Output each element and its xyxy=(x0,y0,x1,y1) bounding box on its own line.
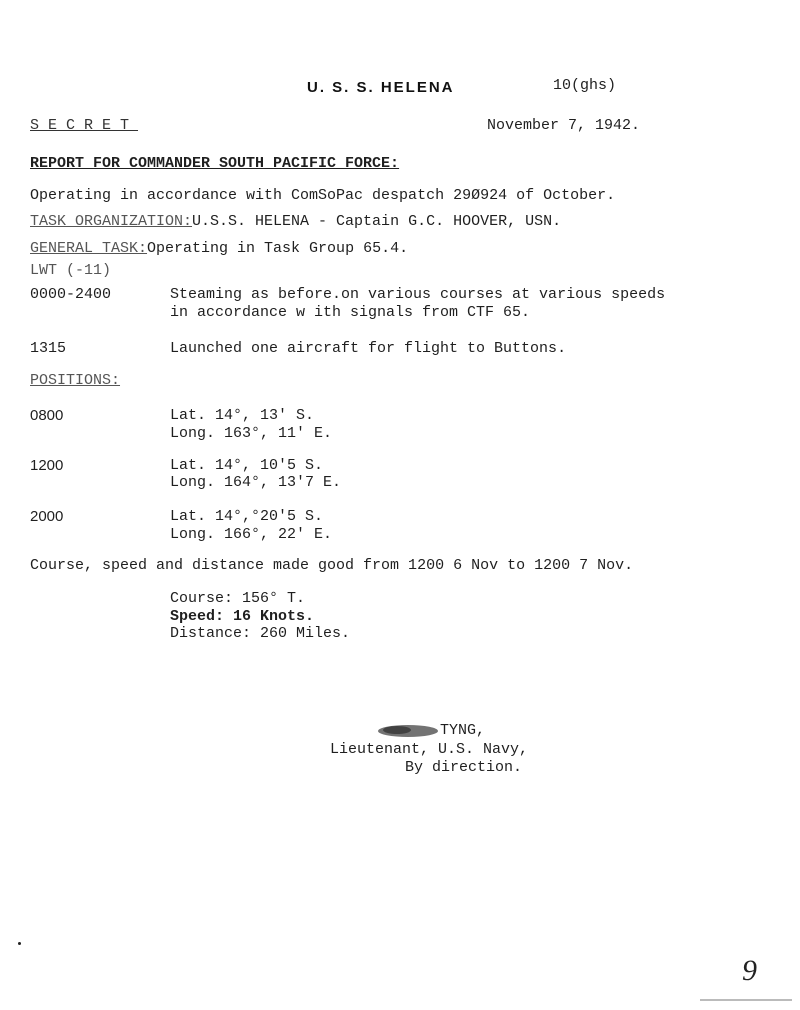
general-task xyxy=(30,240,408,258)
task-organization-value: U.S.S. HELENA - Captain G.C. HOOVER, USN. xyxy=(192,213,562,230)
signature-authority: By direction. xyxy=(405,759,523,776)
scan-smudge xyxy=(700,999,792,1001)
position-time: 0800 xyxy=(30,407,64,424)
general-task-label: GENERAL TASK: xyxy=(30,240,148,257)
report-date: November 7, 1942. xyxy=(487,117,641,134)
position-time: 1200 xyxy=(30,457,64,474)
log-entry-line: Launched one aircraft for flight to Buttons. xyxy=(170,340,567,357)
position-latitude: Lat. 14°, 10'5 S. xyxy=(170,457,324,474)
speed-made-good: Speed: 16 Knots. xyxy=(170,608,315,625)
log-entry-line: in accordance w ith signals from CTF 65. xyxy=(170,304,531,321)
summary-intro: Course, speed and distance made good from 1200 6 Nov to 1200 7 Nov. xyxy=(30,557,634,574)
distance-made-good: Distance: 260 Miles. xyxy=(170,625,351,642)
position-latitude: Lat. 14°, 13' S. xyxy=(170,407,315,424)
redaction-blot xyxy=(377,724,439,738)
position-longitude: Long. 164°, 13'7 E. xyxy=(170,474,342,491)
log-entry-time: 1315 xyxy=(30,340,67,357)
operating-statement: Operating in accordance with ComSoPac despatch 29Ø924 of October. xyxy=(30,187,616,204)
page-number: 9 xyxy=(742,954,757,987)
position-longitude: Long. 163°, 11' E. xyxy=(170,425,333,442)
signature-name: TYNG, xyxy=(440,722,486,739)
report-title: REPORT FOR COMMANDER SOUTH PACIFIC FORCE: xyxy=(30,155,400,172)
ship-name: U. S. S. HELENA xyxy=(307,79,455,96)
position-latitude: Lat. 14°,°20'5 S. xyxy=(170,508,324,525)
log-entry-line: Steaming as before.on various courses at various speeds xyxy=(170,286,666,303)
general-task-value: Operating in Task Group 65.4. xyxy=(147,240,409,257)
task-organization-label: TASK ORGANIZATION: xyxy=(30,213,193,230)
task-organization xyxy=(30,213,561,231)
serial-number: 10(ghs) xyxy=(553,77,617,94)
course-made-good: Course: 156° T. xyxy=(170,590,306,607)
position-time: 2000 xyxy=(30,508,64,525)
classification-marking: SECRET xyxy=(30,117,139,134)
time-zone: LWT (-11) xyxy=(30,262,112,279)
signature-rank: Lieutenant, U.S. Navy, xyxy=(330,741,529,758)
stray-mark xyxy=(18,942,21,945)
position-longitude: Long. 166°, 22' E. xyxy=(170,526,333,543)
positions-label: POSITIONS: xyxy=(30,372,121,389)
log-entry-time: 0000-2400 xyxy=(30,286,112,303)
